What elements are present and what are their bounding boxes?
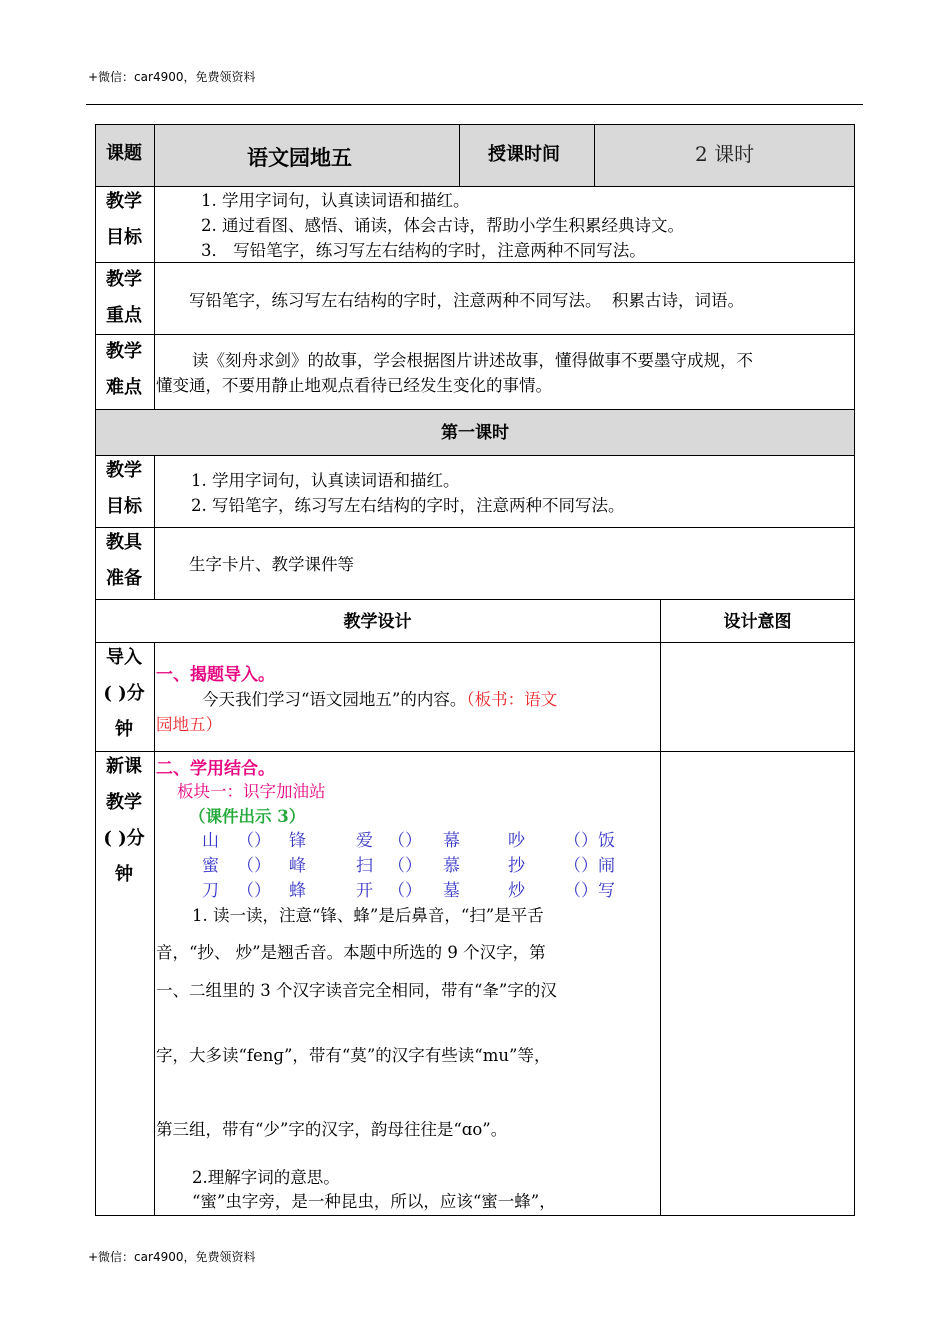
newlesson-label-line1: 新课 xyxy=(106,756,142,777)
tools-label-line1: 教具 xyxy=(106,532,142,553)
intro-board-note: （板书：语文 xyxy=(466,690,558,709)
intro-text: 今天我们学习“语文园地五”的内容。 xyxy=(202,690,467,709)
keypoints-label-line1: 教学 xyxy=(106,269,142,290)
lesson-goals-label-line1: 教学 xyxy=(106,460,142,481)
time-label: 授课时间 xyxy=(488,144,560,165)
rule xyxy=(154,124,155,409)
newlesson-courseware: （课件出示 3） xyxy=(189,807,306,826)
intro-content xyxy=(156,660,656,737)
char: 开 xyxy=(356,881,373,901)
intro-board-note-cont: 园地五） xyxy=(156,715,222,734)
goals-list xyxy=(201,188,684,263)
rule xyxy=(95,642,855,643)
rule xyxy=(95,599,855,600)
header-note: +微信：car4900，免费领资料 xyxy=(88,70,256,84)
lesson-goals-label-line2: 目标 xyxy=(106,496,142,517)
tools-label xyxy=(95,525,153,597)
header-rule xyxy=(86,104,863,105)
goals-label xyxy=(95,184,153,256)
char: 爱 xyxy=(356,831,373,851)
rule xyxy=(95,334,855,335)
rule xyxy=(95,1215,855,1216)
char: 吵 xyxy=(508,831,525,851)
char-blank: （） xyxy=(237,831,271,851)
newlesson-block: 板块一：识字加油站 xyxy=(177,782,326,801)
intro-label-line2: ( )分 xyxy=(103,683,145,704)
paragraph-line: 字，大多读“fenɡ”，带有“莫”的汉字有些读“mu”等， xyxy=(156,1046,551,1065)
lesson-goal-item: 2. 写铅笔字，练习写左右结构的字时，注意两种不同写法。 xyxy=(191,496,625,515)
keypoints-text: 写铅笔字，练习写左右结构的字时，注意两种不同写法。 积累古诗，词语。 xyxy=(189,291,744,310)
char-blank: （）闹 xyxy=(564,856,615,876)
char: 山 xyxy=(202,831,219,851)
time-value: 2 课时 xyxy=(695,142,755,166)
char-blank: （）饭 xyxy=(564,831,615,851)
char: 峰 xyxy=(289,856,306,876)
difficulties-text xyxy=(156,348,753,398)
difficulties-line1: 读《刻舟求剑》的故事，学会根据图片讲述故事，懂得做事不要墨守成规，不 xyxy=(192,351,753,370)
rule xyxy=(660,599,661,1215)
keypoints-label-line2: 重点 xyxy=(106,305,142,326)
intro-label-line3: 钟 xyxy=(115,719,133,740)
topic-label: 课题 xyxy=(106,143,142,164)
char-blank: （） xyxy=(388,831,422,851)
char: 蜜 xyxy=(202,856,219,876)
newlesson-label-line2: 教学 xyxy=(106,792,142,813)
rule xyxy=(459,124,460,186)
newlesson-heading: 二、学用结合。 xyxy=(156,759,275,779)
lesson-goals-list xyxy=(191,468,625,518)
rule xyxy=(95,409,855,410)
footer-note: +微信：car4900，免费领资料 xyxy=(88,1250,256,1264)
rule xyxy=(95,124,855,125)
rule xyxy=(854,124,855,1216)
char: 刀 xyxy=(202,881,219,901)
char: 锋 xyxy=(289,831,306,851)
rule xyxy=(95,527,855,528)
rule xyxy=(154,455,155,599)
keypoints-label xyxy=(95,262,153,334)
newlesson-label-line3: ( )分 xyxy=(103,828,145,849)
paragraph-line: 第三组，带有“少”字的汉字，韵母往往是“ɑo”。 xyxy=(156,1120,508,1139)
intro-label xyxy=(95,640,153,748)
tools-text: 生字卡片、教学课件等 xyxy=(189,555,354,574)
paragraph-line: “蜜”虫字旁，是一种昆虫，所以，应该“蜜一蜂”， xyxy=(192,1192,556,1211)
char: 慕 xyxy=(443,856,460,876)
char: 扫 xyxy=(356,856,373,876)
char-blank: （） xyxy=(237,881,271,901)
topic-title: 语文园地五 xyxy=(247,145,352,170)
character-grid xyxy=(95,829,660,909)
char-blank: （） xyxy=(237,856,271,876)
goal-item: 2. 通过看图、感悟、诵读，体会古诗，帮助小学生积累经典诗文。 xyxy=(201,216,684,235)
goals-label-line1: 教学 xyxy=(106,191,142,212)
difficulties-line2: 懂变通，不要用静止地观点看待已经发生变化的事情。 xyxy=(156,376,552,395)
goal-item: 1. 学用字词句，认真读词语和描红。 xyxy=(201,191,470,210)
paragraph-line: 音，“抄、 炒”是翘舌音。本题中所选的 9 个汉字，第 xyxy=(156,943,546,962)
lesson-plan-table xyxy=(95,124,855,1216)
rule xyxy=(95,186,855,187)
intro-label-line1: 导入 xyxy=(106,647,142,668)
design-header-right: 设计意图 xyxy=(723,612,792,632)
paragraph-line: 一、二组里的 3 个汉字读音完全相同，带有“夆”字的汉 xyxy=(156,981,557,1000)
lesson-goal-item: 1. 学用字词句，认真读词语和描红。 xyxy=(191,471,460,490)
char-blank: （） xyxy=(388,881,422,901)
char: 炒 xyxy=(508,881,525,901)
tools-label-line2: 准备 xyxy=(106,568,142,589)
lesson-header: 第一课时 xyxy=(441,423,509,443)
difficulties-label xyxy=(95,334,153,406)
char: 蜂 xyxy=(289,881,306,901)
lesson-goals-label xyxy=(95,453,153,525)
newlesson-label-line4: 钟 xyxy=(115,864,133,885)
char: 墓 xyxy=(443,881,460,901)
paragraph-line: 1. 读一读，注意“锋、蜂”是后鼻音，“扫”是平舌 xyxy=(192,906,544,925)
design-header-left: 教学设计 xyxy=(343,612,412,632)
char-blank: （） xyxy=(388,856,422,876)
difficulties-label-line2: 难点 xyxy=(106,377,142,398)
paragraph-line: 2.理解字词的意思。 xyxy=(192,1168,340,1187)
rule xyxy=(95,751,855,752)
char: 抄 xyxy=(508,856,525,876)
char-blank: （）写 xyxy=(564,881,615,901)
rule xyxy=(95,455,855,456)
rule xyxy=(594,124,595,186)
intro-line1 xyxy=(156,687,656,712)
goal-item: 3． 写铅笔字，练习写左右结构的字时，注意两种不同写法。 xyxy=(201,241,646,260)
char: 幕 xyxy=(443,831,460,851)
goals-label-line2: 目标 xyxy=(106,227,142,248)
intro-heading: 一、揭题导入。 xyxy=(156,665,275,685)
rule xyxy=(154,642,155,1215)
difficulties-label-line1: 教学 xyxy=(106,341,142,362)
